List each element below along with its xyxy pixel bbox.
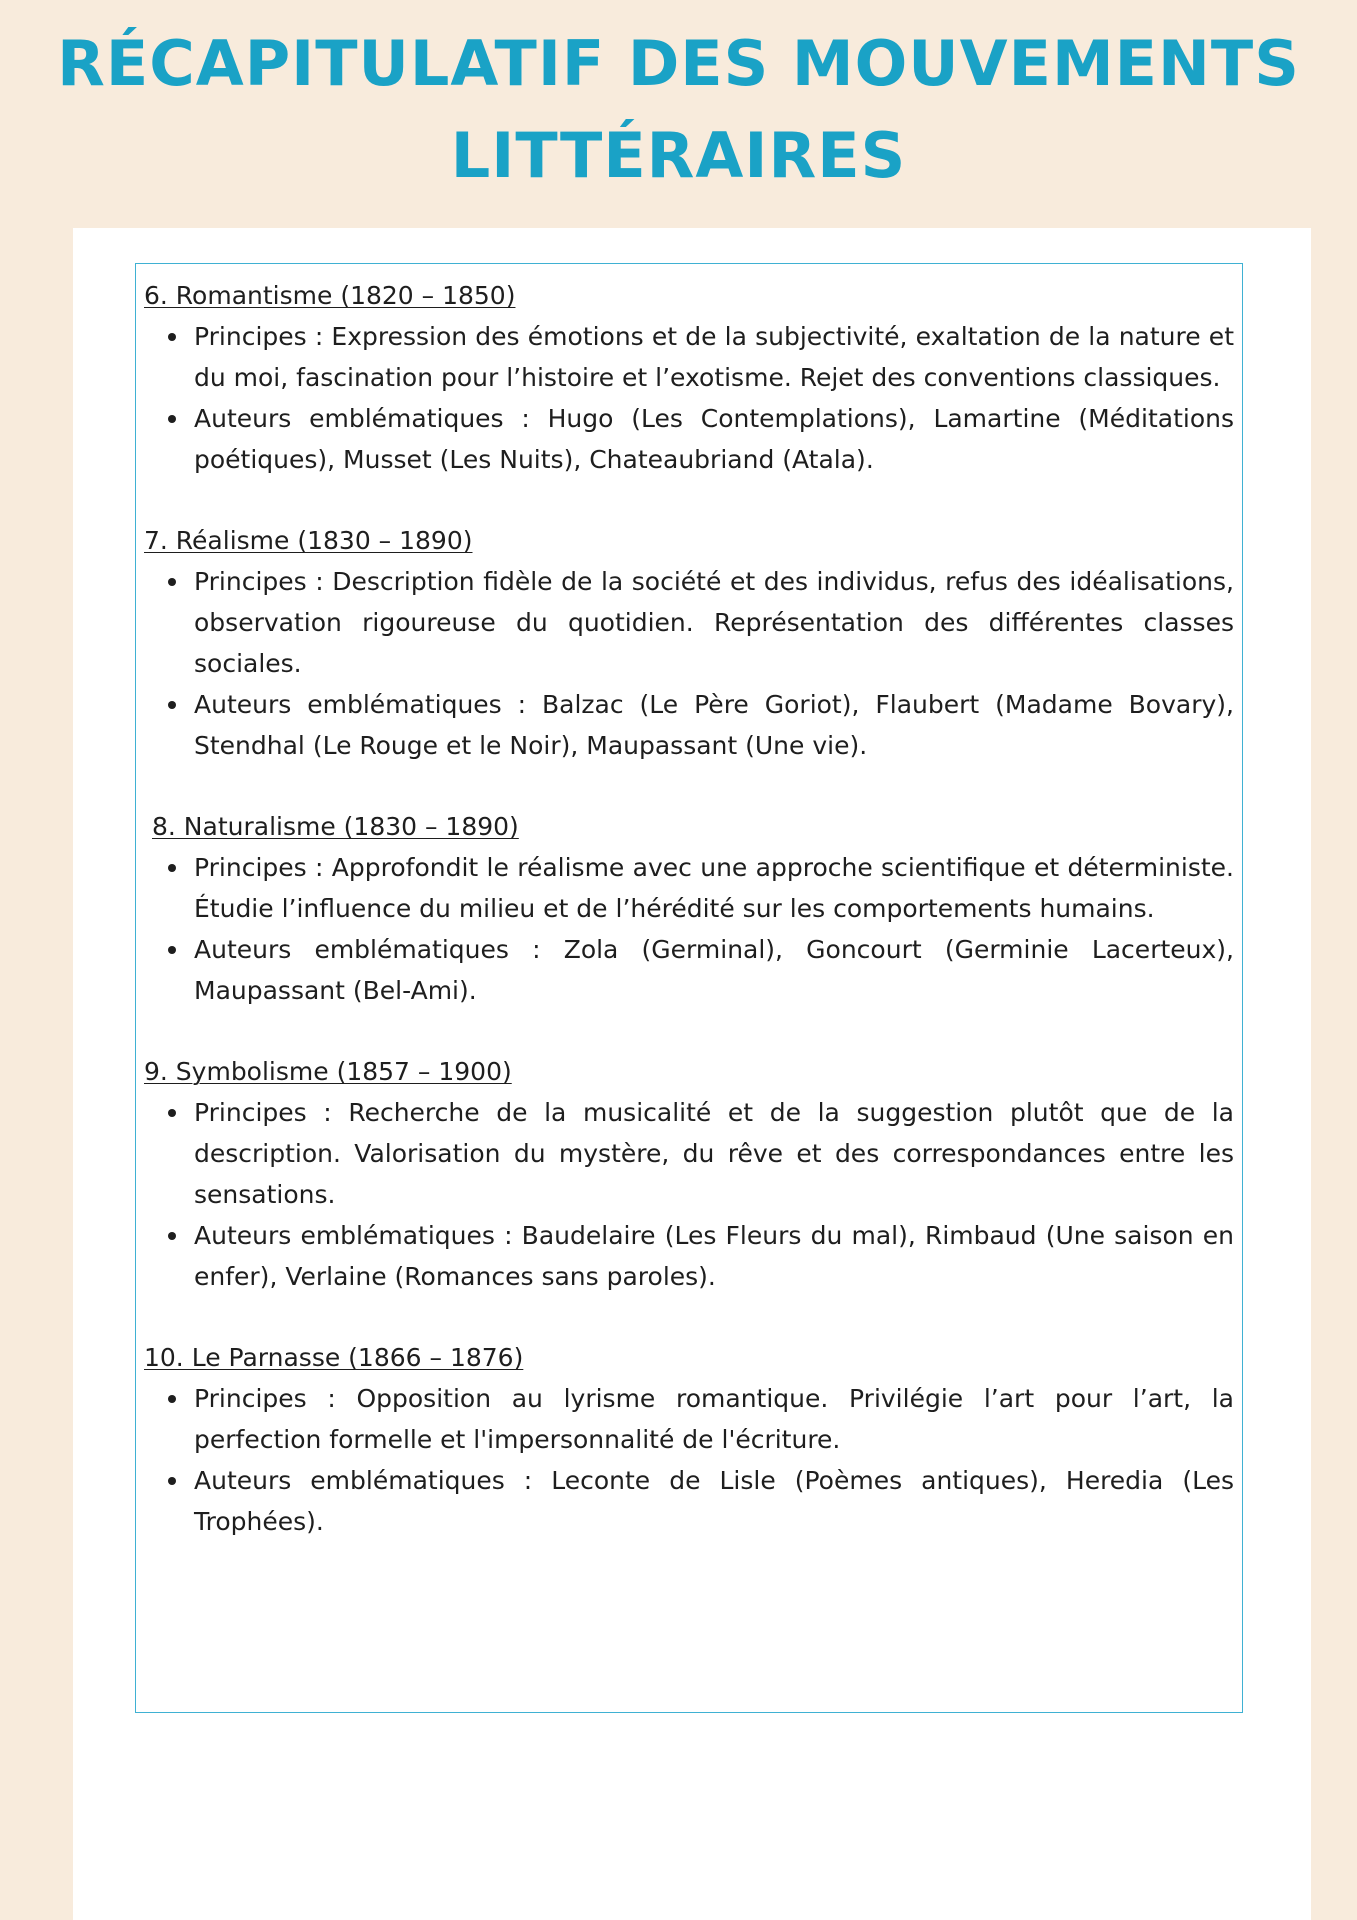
movements-box	[135, 263, 1243, 1713]
section-list	[144, 561, 1234, 766]
principes-item: Principes : Expression des émotions et de la subjectivité, exaltation de la nature et du moi, fascination pour l’histoire et l’exotisme. Rejet des conventions classiques.	[194, 316, 1234, 398]
page-title-line-1: RÉCAPITULATIF DES MOUVEMENTS	[57, 27, 1300, 100]
auteurs-item: Auteurs emblématiques : Balzac (Le Père Goriot), Flaubert (Madame Bovary), Stendhal (Le Rouge et le Noir), Maupassant (Une vie).	[194, 684, 1234, 766]
principes-item: Principes : Opposition au lyrisme romantique. Privilégie l’art pour l’art, la perfection formelle et l'impersonnalité de l'écriture.	[194, 1378, 1234, 1460]
auteurs-item: Auteurs emblématiques : Leconte de Lisle (Poèmes antiques), Heredia (Les Trophées).	[194, 1460, 1234, 1542]
section-heading: 8. Naturalisme (1830 – 1890)	[152, 812, 519, 841]
content-sheet	[73, 228, 1311, 1920]
section-naturalisme	[144, 806, 1234, 1011]
section-realisme	[144, 520, 1234, 766]
page-title	[0, 18, 1357, 202]
section-list	[144, 1092, 1234, 1297]
principes-item: Principes : Description fidèle de la société et des individus, refus des idéalisations, observation rigoureuse du quotidien. Représentation des différentes classes sociales.	[194, 561, 1234, 684]
section-list	[144, 316, 1234, 480]
principes-item: Principes : Recherche de la musicalité et de la suggestion plutôt que de la description. Valorisation du mystère, du rêve et des correspondances entre les sensations.	[194, 1092, 1234, 1215]
page-title-line-2: LITTÉRAIRES	[450, 119, 907, 192]
section-heading: 9. Symbolisme (1857 – 1900)	[144, 1057, 512, 1086]
auteurs-item: Auteurs emblématiques : Hugo (Les Contemplations), Lamartine (Méditations poétiques), Musset (Les Nuits), Chateaubriand (Atala).	[194, 398, 1234, 480]
section-symbolisme	[144, 1051, 1234, 1297]
section-list	[144, 847, 1234, 1011]
section-heading: 10. Le Parnasse (1866 – 1876)	[144, 1343, 524, 1372]
principes-item: Principes : Approfondit le réalisme avec une approche scientifique et déterministe. Étudie l’influence du milieu et de l’hérédité sur les comportements humains.	[194, 847, 1234, 929]
section-heading: 7. Réalisme (1830 – 1890)	[144, 526, 473, 555]
auteurs-item: Auteurs emblématiques : Zola (Germinal), Goncourt (Germinie Lacerteux), Maupassant (Bel-Ami).	[194, 929, 1234, 1011]
section-parnasse	[144, 1337, 1234, 1542]
auteurs-item: Auteurs emblématiques : Baudelaire (Les Fleurs du mal), Rimbaud (Une saison en enfer), Verlaine (Romances sans paroles).	[194, 1215, 1234, 1297]
section-heading: 6. Romantisme (1820 – 1850)	[144, 281, 516, 310]
section-list	[144, 1378, 1234, 1542]
section-romantisme	[144, 275, 1234, 480]
